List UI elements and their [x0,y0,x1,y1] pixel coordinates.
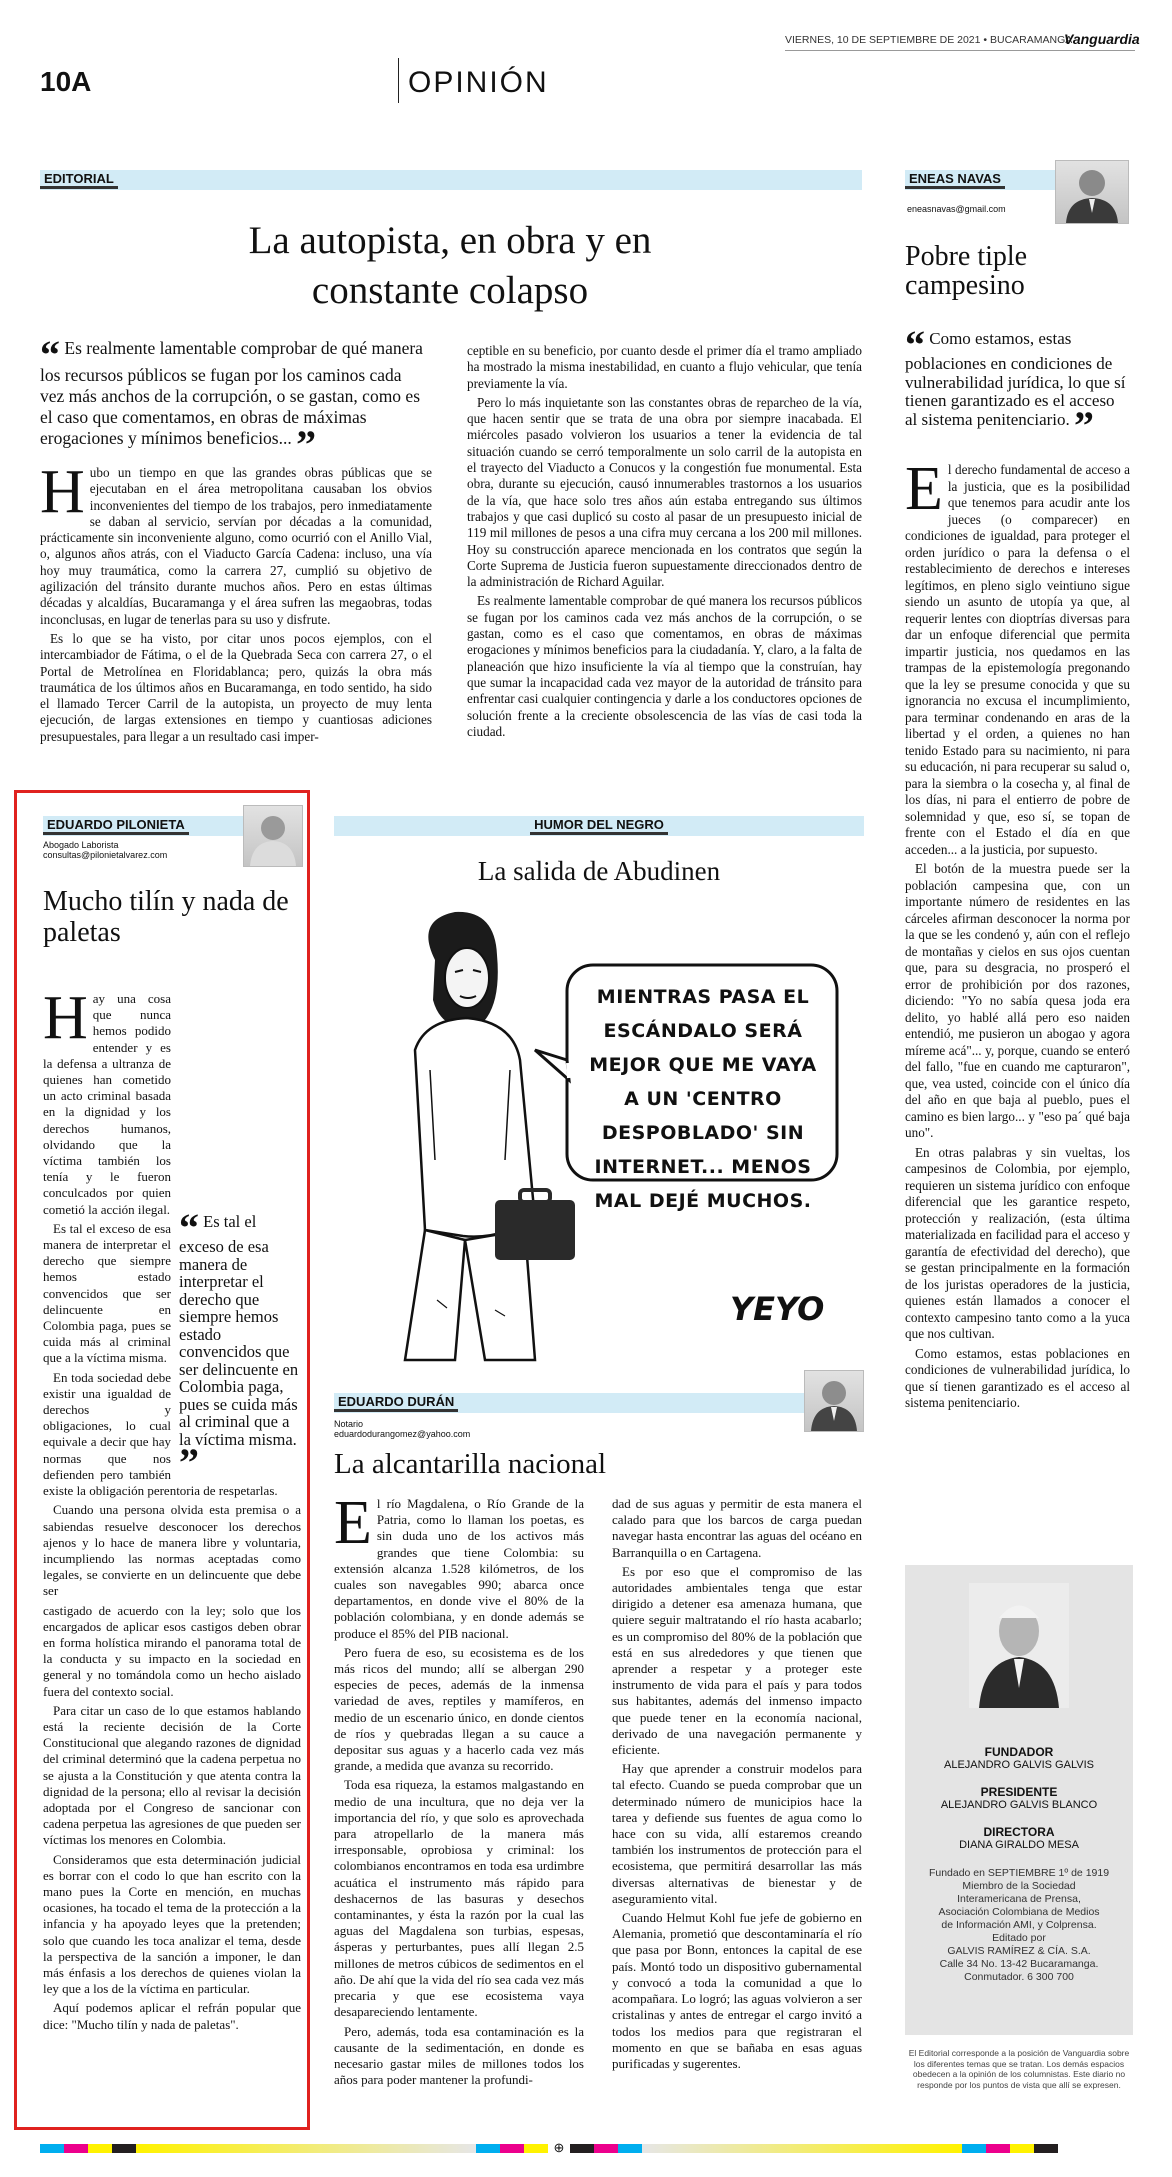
registration-mark-icon: ⊕ [553,2140,565,2155]
paragraph: Pero fuera de eso, su ecosistema es de los más ricos del mundo; allí se albergan 290 especies de peces, además de la inmensa variedad de aves, reptiles y mamíferos, en medio de un escenario único, en donde cientos de ríos y quebradas llegan a su cauce a depositar sus aguas y a hacerlo cada vez más grande, a medida que avanza su recorrido. [334,1644,584,1774]
humor-title: La salida de Abudinen [477,856,721,886]
editorial-tag-bar [40,170,862,190]
info-line: Interamericana de Prensa, [957,1893,1081,1905]
page-number: 10A [40,66,92,97]
disclaimer: El Editorial corresponde a la posición de Vanguardia sobre los diferentes temas que se tratan. Los demás espacios obedecen a la opinión de los columnistas. Este diario no responde por los puntos de vista que allí se expresen. [908,2048,1130,2090]
president-name: ALEJANDRO GALVIS BLANCO [940,1799,1098,1811]
duran-col-1 [334,1489,584,2091]
paragraph: En toda sociedad debe existir una igualdad de derechos y obligaciones, lo cual equivale a decir que hay normas que nos defienden pero también existe la obligación perentoria de respetarlas. [43,1369,278,1499]
founder-portrait [969,1583,1069,1708]
eneas-body [905,455,1130,1415]
open-quote-icon: “ [40,332,60,377]
paragraph: Cuando Helmut Kohl fue jefe de gobierno en Alemania, prometió que descontaminaría el río que pasa por Bonn, entonces la capital de ese país. Montó todo un dispositivo gubernamental y convocó a toda la comunidad a que lo acompañara. Lo logró; las aguas volvieron a ser cristalinas y antes de entregar el cargo invitó a todos los medios para que registraran el momento en que se bañaba en esas aguas purificadas y sugerentes. [612,1910,862,2071]
header-divider [398,58,399,103]
masthead-info [905,1867,1133,1984]
pilonieta-role: Abogado Laborista [43,840,119,850]
paragraph: Pero, además, toda esa contaminación es la causante de la sedimentación, en donde es necesario gastar miles de millones todos los años para poder mantener la profundi- [334,2023,584,2088]
cartoon-speech: MIENTRAS PASA EL ESCÁNDALO SERÁ MEJOR QUE ME VAYA A UN 'CENTRO DESPOBLADO' SIN INTERNET... MENOS MAL DEJÉ MUCHOS. [589,986,817,1212]
paragraph: Toda esa riqueza, la estamos malgastando en medio de una incultura, que no deja ver la importancia del río, y que solo es aprovechada para atropellarlo de la manera más irresponsable, oprobiosa y criminal: los colombianos encontramos en toda esa urdimbre acuática el instrumento más rápido para deshacernos de las basuras y desechos contaminantes, y ésta la razón por la cual las aguas del Magdalena son turbias, espesas, ásperas y perturbantes, pues allí llegan 2.5 millones de metros cúbicos de sedimentos en el año. De ahí que la vida del río sea cada vez más precaria y que ese ecosistema vaya desapareciendo lentamente. [334,1777,584,2020]
info-line: GALVIS RAMÍREZ & CÍA. S.A. [947,1945,1091,1957]
editorial-tag: EDITORIAL [40,170,118,189]
paragraph: Es por eso que el compromiso de las autoridades ambientales tenga que estar dirigido a detener esa amenaza humana, que quiere seguir maltratando el río hasta acabarlo; es un compromiso del 80% de la población que está en sus alrededores y que tienen que aprender a respetar y a proteger este instrumento de vida para el país y para todos sus habitantes, además del inmenso impacto que puede tener en la economía nacional, derivado de una navegación permanente y eficiente. [612,1563,862,1758]
brand-logo: Vanguardia [1064,31,1140,47]
paragraph: ubo un tiempo en que las grandes obras públicas que se ejecutaban en el área metropolitana causaban los obvios inconvenientes del tiempo de los trabajos, pero inmediatamente se daban al servicio, servían por décadas a la comunidad, prácticamente sin inconveniente alguno, como ocurrió con el Anillo Vial, o, algunos años atrás, con el Viaducto García Cadena: incluso, una vía hoy muy traumática, como la carrera 27, cumplió su objetivo de agilización del tránsito durante muchos años. Pero en estas últimas décadas y alcaldías, Bucaramanga y el área sufren las megaobras, todas inconclusas, en lugar de tenerlas para su uso y disfrute. [40,465,432,627]
pilonieta-tag-bar [43,816,243,836]
paragraph: Es lo que se ha visto, por citar unos pocos ejemplos, con el intercambiador de Fátima, o el de la Quebrada Seca con carrera 27, o el Portal de Metrolínea en Floridablanca; pero, quizás la obra más traumática de los últimos años en Bucaramanga, en todo sentido, ha sido el llamado Tercer Carril de la autopista, un proyecto de muy lenta ejecución, de largas extensiones en tiempo y cuantiosas adiciones presupuestales, para llegar a un resultado casi imper- [40,630,432,744]
cartoon-signature: YEYO [730,1290,825,1328]
eneas-column [905,160,1133,1540]
paragraph: Es realmente lamentable comprobar de qué manera los recursos públicos se fugan por los caminos cada vez más anchos de la corrupción, o se gastan, como es el caso que comentamos, en obras de máximas erogaciones y mínimos beneficios para la ciudadanía. Y, claro, a la falta de planeación que hizo insuficiente la vía al tiempo que la construían, hay que sumar la incapacidad cada vez mayor de la autoridad de tránsito para enfrentar casi cualquier contingencia y darle a los conductores opciones de solución frente a la creciente obsolescencia de las vías de casi toda la ciudad. [467,593,862,739]
paragraph: l derecho fundamental de acceso a la justicia, que es la posibilidad que tenemos para acudir ante los jueces (o comparecer) en condiciones de igualdad, para proteger el orden jurídico o para la defensa o el restablecimiento de derechos e intereses legítimos, en pleno siglo veintiuno sigue siendo un asunto de utopía ya que, al requerir lentes con dioptrías diversas para dar un enfoque diferencial que permita impartir justicia, nos quedamos en las trampas de la epistemología pregonando que la ley se presume conocida y que su ignorancia no excusa el incumplimiento, para terminar condenando en aras de la libertad y el orden, a quienes no han tenido Estado para su nacimiento, ni para su educación, ni para recuperar su salud o, para la siembra o la cosecha y, al final de los días, ni para el entierro de pobre de solemnidad y que, eso sí, se topan de frente con el Estado el día en que acceden... a la justicia, por supuesto. [905,462,1130,857]
eneas-tag: ENEAS NAVAS [905,170,1005,189]
paragraph: Como estamos, estas poblaciones en condiciones de vulnerabilidad jurídica, lo que sí tienen garantizado es el acceso al sistema penitenciario. [905,1345,1130,1410]
editorial-col-1 [40,458,432,748]
humor-tag-bar [334,816,864,836]
paragraph: El botón de la muestra puede ser la población campesina que, con un importante número de residentes en las cárceles afirman desconocer la norma por la que se les condenó y, aún con el reflejo de montañas y cielos en sus ojos cuentan que, para su desgracia, no prosperó el error de prohibición por dos razones, diciendo: "Yo no sabía quesa joda era delito, yo hablé allá pero eso naiden entendió, me pusieron un abogao y agora míreme acá"... y, porque, cuando se enteró del fallo, "fue en cuando me capturaron", que, vea usted, coincide con el único día del año en que baja al pueblo, pues el camino es bien largo... y "eso pa´ qué baja uno". [905,861,1130,1140]
duran-dropcap: E [334,1489,372,1557]
paragraph: Para citar un caso de lo que estamos hablando está la reciente decisión de la Corte Constitucional que alegando razones de dignidad del criminal determinó que la cadena perpetua no se ajusta a la Constitución y que atenta contra la dignidad de la persona; ello al revisar la decisión adoptada por el Congreso de sancionar con cadena perpetua las agresiones de que pueden ser víctimas los menores en Colombia. [43,1702,301,1848]
paragraph: ceptible en su beneficio, por cuanto desde el primer día el tramo ampliado ha mostrado la misma inestabilidad, en cuanto a flujo vehicular, que tenía previamente la vía. [467,343,862,391]
paragraph: l río Magdalena, o Río Grande de la Patria, como lo llaman los poetas, es sin duda uno de los activos más grandes que tiene Colombia: su extensión alcanza 1.528 kilómetros, de los cuales son navegables 990; abarca once departamentos, en donde vive el 80% de la población colombiana, y en donde además se produce el 85% del PIB nacional. [334,1496,584,1641]
editorial-pullquote-text: Es realmente lamentable comprobar de qué manera los recursos públicos se fugan por los caminos cada vez más anchos de la corrupción, o se gastan, como es el caso que comentamos, en obras de máximas erogaciones y mínimos beneficios... [40,338,423,448]
open-quote-icon: “ [905,322,925,367]
pilonieta-pullquote [179,1205,301,1485]
pilonieta-body-top [43,984,301,2036]
pilonieta-pullquote-text: Es tal el exceso de esa manera de interpretar el derecho que siempre hemos estado convencidos que ser delincuente en Colombia paga, pues se cuida más al criminal que a la víctima misma. [179,1212,299,1449]
director-label: DIRECTORA [983,1825,1055,1839]
founder-name: ALEJANDRO GALVIS GALVIS [944,1759,1094,1771]
duran-col-2 [612,1496,862,2075]
editorial-pullquote [40,332,430,467]
section-title: OPINIÓN [408,66,549,99]
info-line: Editado por [992,1932,1046,1944]
page-header [0,0,1172,110]
pilonieta-title: Mucho tilín y nada de paletas [43,886,289,948]
director-name: DIANA GIRALDO MESA [959,1839,1079,1851]
eneas-pullquote [905,322,1130,448]
president-label: PRESIDENTE [980,1785,1058,1799]
editorial-dropcap: H [40,458,85,526]
pilonieta-box [14,790,310,2130]
cartoon [345,900,855,1370]
duran-tag-bar [334,1393,804,1413]
masthead-panel [905,1565,1133,2035]
pilonieta-photo [243,805,303,867]
editorial-title: La autopista, en obra y en constante colapso [248,219,652,312]
close-quote-icon: ” [179,1440,199,1485]
info-line: Conmutador. 6 300 700 [964,1971,1074,1983]
paragraph: dad de sus aguas y permitir de esta manera el calado para que los barcos de carga puedan navegar hasta encontrar las aguas del océano en Barranquilla o en Cartagena. [612,1496,862,1560]
info-line: Miembro de la Sociedad [962,1880,1076,1892]
open-quote-icon: “ [179,1205,199,1250]
editorial-col-2 [467,343,862,743]
paragraph: Cuando una persona olvida esta premisa o a sabiendas resuelve desconocer los derechos ajenos y lo hace de manera libre y voluntaria, incumpliendo las normas aceptadas como legales, se convierte en un delincuente que debe ser [43,1502,301,1599]
duran-email: eduardodurangomez@yahoo.com [334,1429,471,1439]
info-line: Fundado en SEPTIEMBRE 1º de 1919 [928,1867,1110,1879]
eneas-tag-bar [905,170,1055,190]
founder-label: FUNDADOR [984,1745,1054,1759]
pilonieta-email: consultas@pilonietalvarez.com [43,850,168,860]
paragraph: Consideramos que esta determinación judicial es borrar con el codo lo que han escrito con la mano pues la Corte en mención, en muchas ocasiones, ha tocado el tema de la protección a la infancia y ha apoyado leyes que la pretenden; solo que cuando les toca analizar el tema, desde la perspectiva de la sanción a imponer, le dan más énfasis a los derechos de quienes violan la ley que a los de la víctima en particular. [43,1851,301,1997]
humor-tag: HUMOR DEL NEGRO [530,816,668,835]
pilonieta-dropcap: H [43,984,88,1052]
eneas-pullquote-text: Como estamos, estas poblaciones en condiciones de vulnerabilidad jurídica, lo que sí tienen garantizado es el acceso al sistema penitenciario. [905,329,1126,429]
duran-role: Notario [334,1419,364,1429]
paragraph: Es tal el exceso de esa manera de interpretar el derecho que siempre hemos estado convencidos que ser delincuente en Colombia paga, pues se cuida más al criminal que a la víctima misma. [43,1220,171,1366]
paragraph: ay una cosa que nunca hemos podido entender y es la defensa a ultranza de quienes han cometido un acto criminal basada en la dignidad y los derechos humanos, olvidando que la víctima también los tenía y le fueron conculcados por quien cometió la acción ilegal. [43,991,171,1217]
duran-title: La alcantarilla nacional [334,1448,607,1480]
close-quote-icon: ” [296,422,317,467]
color-registration-strip [40,2142,1135,2154]
eneas-photo [1055,160,1129,224]
eneas-email: eneasnavas@gmail.com [907,204,1006,214]
paragraph: castigado de acuerdo con la ley; solo que los encargados de aplicar esos castigos deben obrar en forma holística mirando el panorama total de la conducta y su impacto en la sociedad en general y no tomándola como un hecho aislado fuera del contexto social. [43,1602,301,1699]
eneas-title: Pobre tiple campesino [905,241,1028,301]
info-line: Asociación Colombiana de Medios [938,1906,1100,1918]
info-line: de Información AMI, y Colprensa. [941,1919,1097,1931]
duran-tag: EDUARDO DURÁN [334,1393,458,1412]
close-quote-icon: ” [1074,402,1094,448]
duran-photo [804,1370,864,1432]
paragraph: Hay que aprender a construir modelos para tal efecto. Cuando se pueda comprobar que un determinado número de municipios hace la tarea y defiende sus fuentes de agua como lo hace con su vida, allí estaremos creando también los instrumentos de protección para el ecosistema, que permitirá desarrollar las más diversas alternativas de bienestar y de aseguramiento vital. [612,1761,862,1906]
pilonieta-tag: EDUARDO PILONIETA [43,816,189,835]
eneas-dropcap: E [905,455,943,523]
paragraph: En otras palabras y sin vueltas, los campesinos de Colombia, por ejemplo, requieren un sistema jurídico con enfoque diferencial que les garantice respeto, protección y realización, (esta última materializada en facilidad para el acceso y garantía de efectividad del derecho), que se gestan principalmente en la formación de los juristas operadores de la justicia, quienes están llamados a conocer el contexto campesino tanto como a la yuca que nos cultivan. [905,1144,1130,1341]
dateline: VIERNES, 10 DE SEPTIEMBRE DE 2021 • BUCARAMANGA [785,34,1073,46]
header-rule [785,50,1135,51]
paragraph: Aquí podemos aplicar el refrán popular que dice: "Mucho tilín y nada de paletas". [43,2000,301,2032]
paragraph: Pero lo más inquietante son las constantes obras de reparcheo de la vía, que hacen sentir que se trata de una obra por siempre inacabada. El miércoles pasado volvieron los usuarios a tener la evidencia de tal situación cuando se cerró temporalmente un solo carril de la autopista en el trayecto del Viaducto a Conucos y la congestión fue monumental. Esta obra, durante su ejecución, causó innumerables trastornos a los usuarios de la vía, que hace solo tres años aún estaba entregando sus últimos trabajos y que casi duplicó su costo al pasar de un presupuesto inicial de 119 mil millones de pesos a una cifra muy cercana a los 200 mil millones. Hoy su construcción aparece mencionada en los contratos que según la Corte Suprema de Justicia fueron supuestamente direccionados dentro de la administración de Richard Aguilar. [467,394,862,590]
info-line: Calle 34 No. 13-42 Bucaramanga. [939,1958,1099,1970]
